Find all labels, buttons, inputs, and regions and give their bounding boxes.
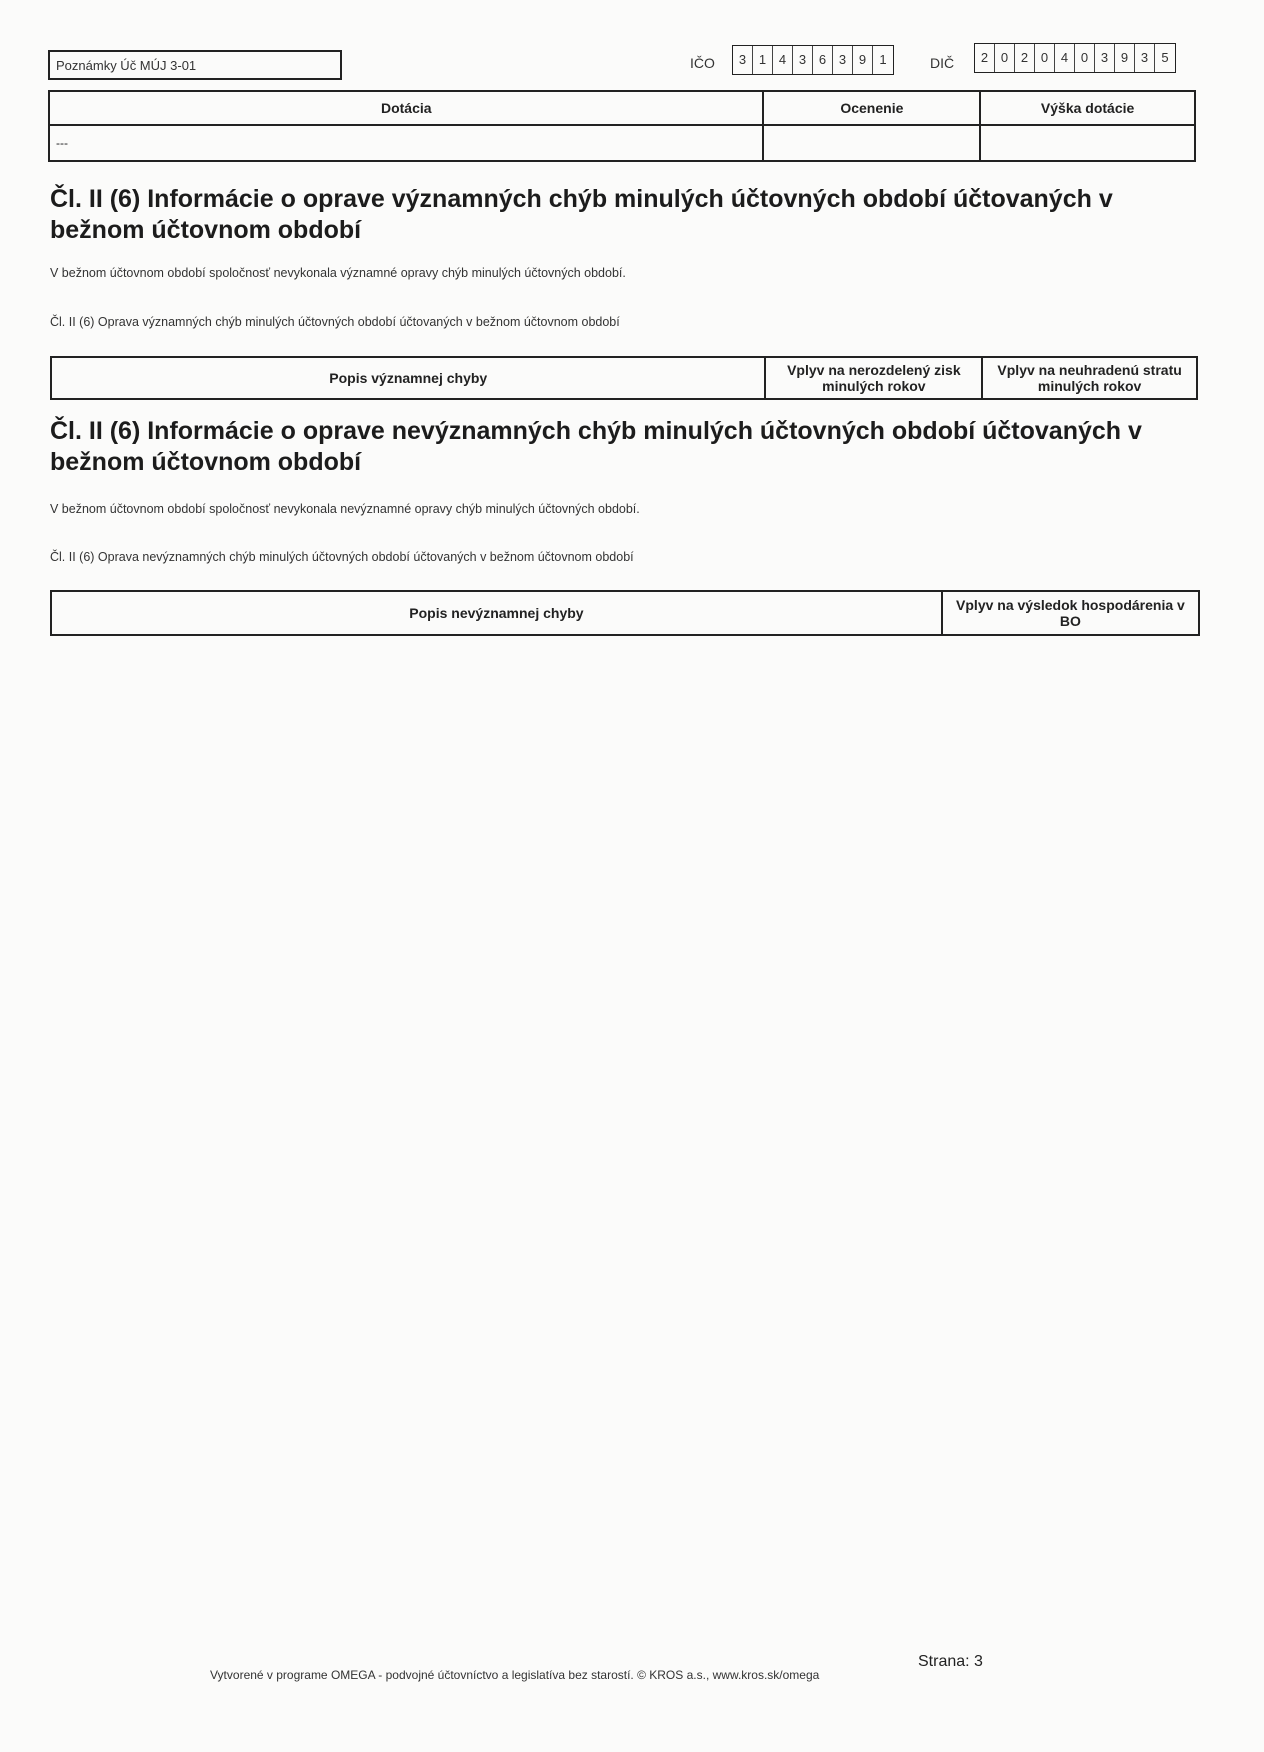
section-title: Čl. II (6) Informácie o oprave významných chýb minulých účtovných období účtovaných v bežnom účtovnom období: [50, 185, 1113, 244]
dic-digit: 9: [1115, 44, 1135, 72]
ico-digit: 9: [853, 46, 873, 74]
table-header-cell: Vplyv na neuhradenú stratu minulých rokov: [982, 357, 1197, 399]
dotacia-table: [48, 90, 1196, 162]
dic-digit: 3: [1095, 44, 1115, 72]
dic-digit: 2: [975, 44, 995, 72]
ico-digit: 1: [879, 52, 887, 67]
dic-digit: 3: [1135, 44, 1155, 72]
table-header-cell: Popis nevýznamnej chyby: [51, 591, 942, 635]
insignificant-errors-table: [50, 590, 1200, 636]
table-header-cell: Popis významnej chyby: [51, 357, 765, 399]
dic-digit: 0: [1075, 44, 1095, 72]
section-subtitle: Čl. II (6) Oprava významných chýb minulých účtovných období účtovaných v bežnom účtovnom období: [50, 315, 620, 329]
page-number: Strana: 3: [918, 1653, 983, 1670]
dic-digit: 0: [995, 44, 1015, 72]
table-header-cell: Dotácia: [49, 91, 763, 125]
table-header-row: [49, 91, 1195, 125]
table-cell: [980, 125, 1195, 161]
table-header-cell: Vplyv na nerozdelený zisk minulých rokov: [765, 357, 982, 399]
dic-digit: 5: [1161, 50, 1169, 65]
section-note: V bežnom účtovnom období spoločnosť nevykonala nevýznamné opravy chýb minulých účtovných období.: [50, 502, 640, 516]
table-cell: ---: [49, 125, 763, 161]
ico-digit: 3: [733, 46, 753, 74]
ico-digits: [732, 45, 894, 75]
table-header-row: [51, 591, 1199, 635]
dic-digit: 0: [1035, 44, 1055, 72]
table-header-cell: Ocenenie: [763, 91, 980, 125]
ico-label: IČO: [690, 55, 715, 71]
ico-digit: 4: [773, 46, 793, 74]
ico-digit: 3: [833, 46, 853, 74]
table-cell: [763, 125, 980, 161]
table-header-cell: Vplyv na výsledok hospodárenia v BO: [942, 591, 1199, 635]
significant-errors-table: [50, 356, 1198, 400]
form-label: Poznámky Úč MÚJ 3-01: [48, 50, 342, 80]
dic-digit: 4: [1055, 44, 1075, 72]
ico-digit: 3: [793, 46, 813, 74]
table-header-row: [51, 357, 1197, 399]
dic-digits: [974, 43, 1176, 73]
table-header-cell: Výška dotácie: [980, 91, 1195, 125]
ico-digit: 6: [813, 46, 833, 74]
footer-credit: Vytvorené v programe OMEGA - podvojné účtovníctvo a legislatíva bez starostí. © KROS a.s., www.kros.sk/omega: [210, 1668, 820, 1682]
section-note: V bežnom účtovnom období spoločnosť nevykonala významné opravy chýb minulých účtovných období.: [50, 266, 626, 280]
section-title: Čl. II (6) Informácie o oprave nevýznamných chýb minulých účtovných období účtovaných v bežnom účtovnom období: [50, 417, 1142, 476]
ico-digit: 1: [753, 46, 773, 74]
dic-digit: 2: [1015, 44, 1035, 72]
dic-label: DIČ: [930, 55, 955, 71]
table-row: [49, 125, 1195, 161]
section-subtitle: Čl. II (6) Oprava nevýznamných chýb minulých účtovných období účtovaných v bežnom účtovnom období: [50, 550, 634, 564]
